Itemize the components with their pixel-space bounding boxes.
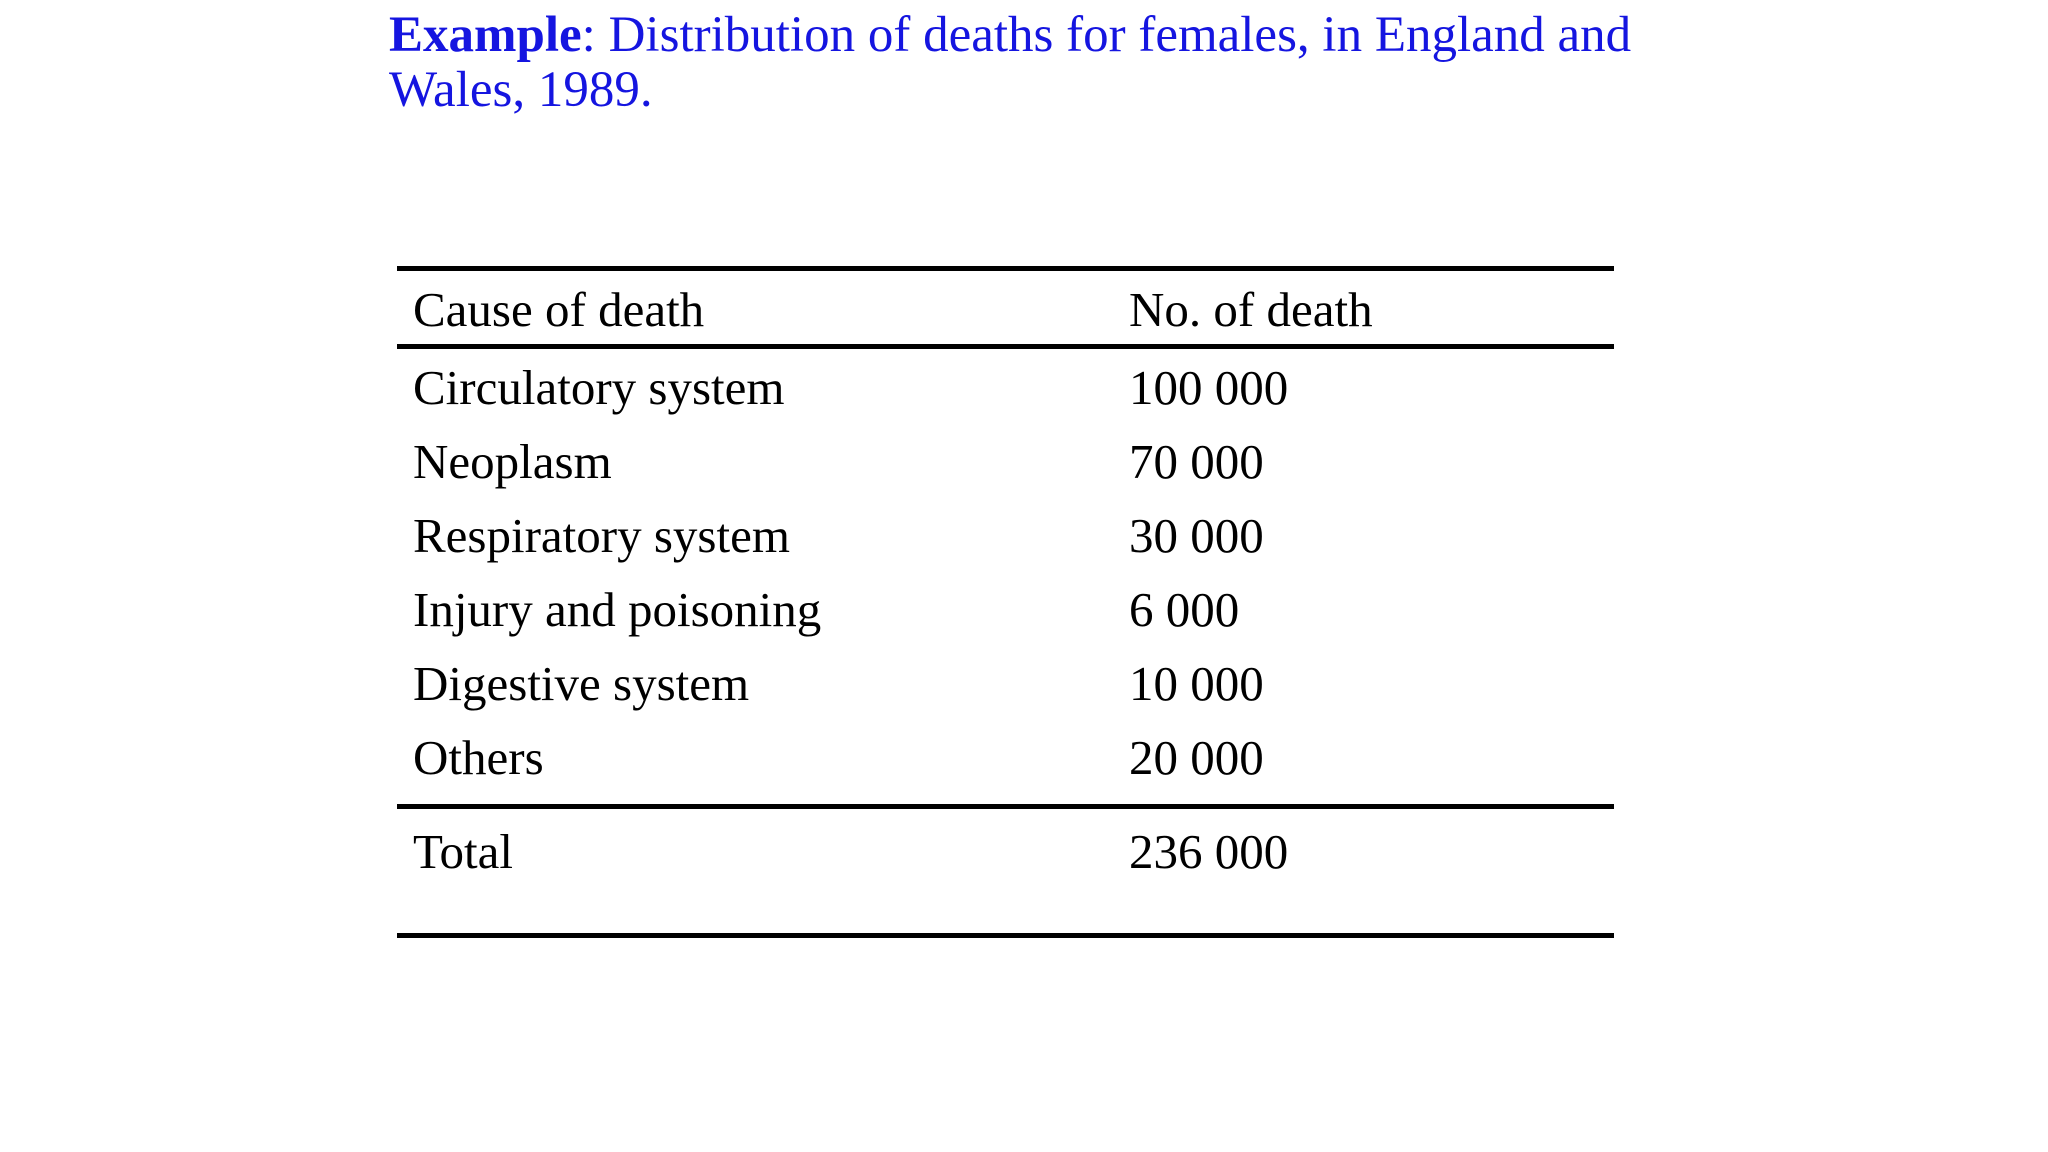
row-cause: Others xyxy=(413,730,544,785)
row-cause: Respiratory system xyxy=(413,508,790,563)
table-header-row xyxy=(397,273,1614,347)
table-bottom-rule xyxy=(397,933,1614,938)
slide-heading xyxy=(389,8,1689,118)
row-cause: Injury and poisoning xyxy=(413,582,822,637)
row-cause: Neoplasm xyxy=(413,434,612,489)
heading-text: : Distribution of deaths for females, in England and Wales, 1989. xyxy=(389,7,1632,118)
table-header-rule xyxy=(397,344,1614,349)
row-cause: Circulatory system xyxy=(413,360,785,415)
row-count: 100 000 xyxy=(1129,360,1289,415)
table-top-rule xyxy=(397,266,1614,271)
header-cause: Cause of death xyxy=(413,282,705,337)
table-row xyxy=(397,647,1614,721)
total-value: 236 000 xyxy=(1129,824,1289,879)
table-row xyxy=(397,351,1614,425)
table-total-row xyxy=(397,815,1614,889)
row-count: 70 000 xyxy=(1129,434,1264,489)
row-count: 6 000 xyxy=(1129,582,1240,637)
table-total-rule xyxy=(397,804,1614,809)
row-cause: Digestive system xyxy=(413,656,750,711)
heading-lead: Example xyxy=(389,7,582,63)
header-count: No. of death xyxy=(1129,282,1373,337)
total-label: Total xyxy=(413,824,513,879)
table-row xyxy=(397,499,1614,573)
row-count: 20 000 xyxy=(1129,730,1264,785)
row-count: 30 000 xyxy=(1129,508,1264,563)
table-row xyxy=(397,721,1614,795)
table-row xyxy=(397,573,1614,647)
row-count: 10 000 xyxy=(1129,656,1264,711)
table-row xyxy=(397,425,1614,499)
